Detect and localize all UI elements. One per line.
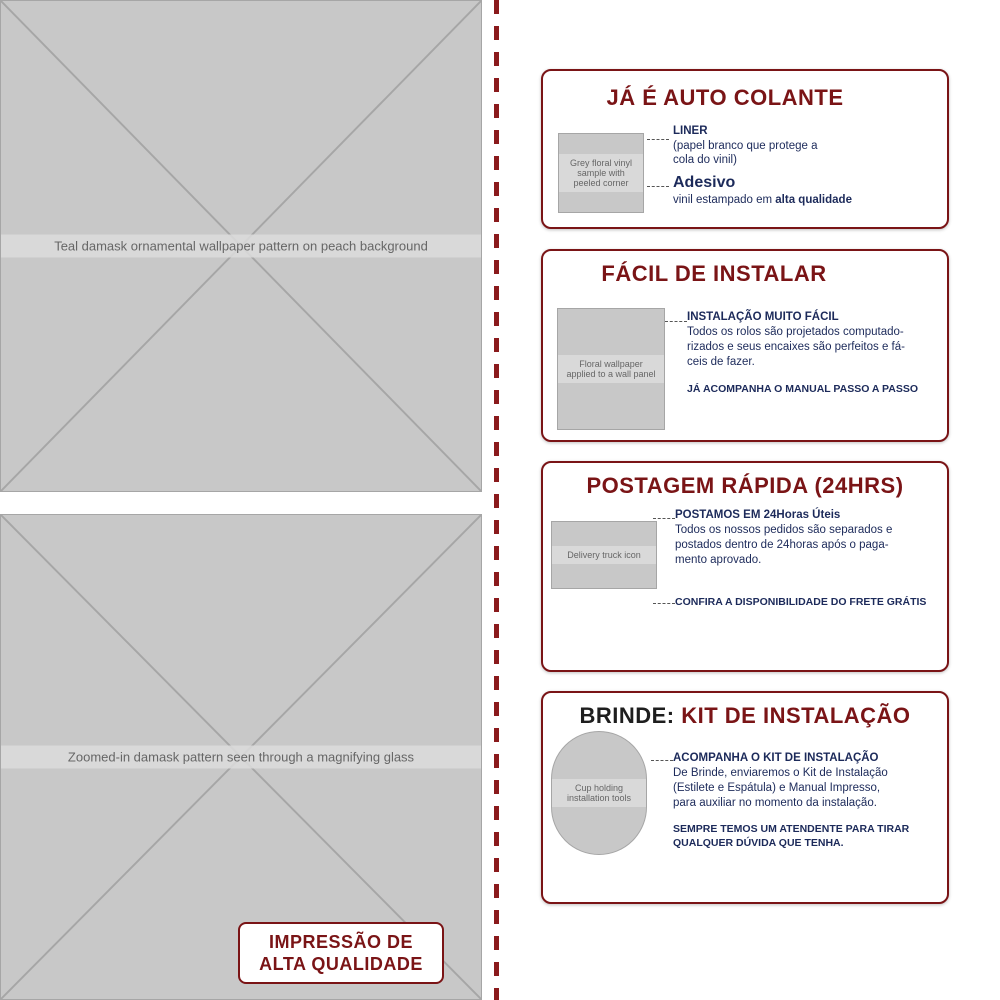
manual-note: JÁ ACOMPANHA O MANUAL PASSO A PASSO bbox=[687, 383, 919, 395]
liner-description-1: (papel branco que protege a bbox=[673, 140, 818, 152]
card-title-prefix: BRINDE: bbox=[579, 703, 682, 728]
self-adhesive-card bbox=[541, 69, 949, 229]
wallpaper-pattern-image bbox=[0, 0, 482, 492]
dashed-divider bbox=[494, 0, 499, 1000]
adesivo-bold-text: alta qualidade bbox=[775, 194, 852, 206]
kit-description-2: (Estilete e Espátula) e Manual Impresso, bbox=[673, 782, 881, 794]
shipping-description-2: postados dentro de 24horas após o paga- bbox=[675, 539, 889, 551]
callout-line bbox=[647, 139, 669, 140]
tools-cup-image bbox=[551, 731, 647, 855]
install-description-3: ceis de fazer. bbox=[687, 356, 755, 368]
callout-line bbox=[665, 321, 687, 322]
gift-kit-card bbox=[541, 691, 949, 904]
easy-install-card bbox=[541, 249, 949, 442]
shipping-description-1: Todos os nossos pedidos são separados e bbox=[675, 524, 893, 536]
liner-description-2: cola do vinil) bbox=[673, 154, 737, 166]
support-note-1: SEMPRE TEMOS UM ATENDENTE PARA TIRAR bbox=[673, 823, 910, 835]
liner-sample-image bbox=[558, 133, 644, 213]
liner-heading: LINER bbox=[673, 125, 708, 137]
kit-description-1: De Brinde, enviaremos o Kit de Instalação bbox=[673, 767, 888, 779]
fast-shipping-card bbox=[541, 461, 949, 672]
adesivo-heading: Adesivo bbox=[673, 174, 736, 191]
support-note-2: QUALQUER DÚVIDA QUE TENHA. bbox=[673, 837, 844, 849]
install-heading: INSTALAÇÃO MUITO FÁCIL bbox=[687, 311, 839, 323]
badge-line-2: ALTA QUALIDADE bbox=[259, 954, 423, 974]
callout-line bbox=[647, 186, 669, 187]
image-caption: Cup holding installation tools bbox=[552, 779, 646, 807]
adesivo-text: vinil estampado em bbox=[673, 194, 776, 206]
badge-line-1: IMPRESSÃO DE bbox=[268, 932, 414, 952]
card-title: FÁCIL DE INSTALAR bbox=[601, 261, 827, 286]
free-shipping-note: CONFIRA A DISPONIBILIDADE DO FRETE GRÁTIS bbox=[675, 596, 927, 608]
callout-line bbox=[653, 603, 675, 604]
install-description-1: Todos os rolos são projetados computado- bbox=[687, 326, 904, 338]
card-title: POSTAGEM RÁPIDA (24HRS) bbox=[586, 473, 904, 498]
shipping-description-3: mento aprovado. bbox=[675, 554, 762, 566]
image-caption: Zoomed-in damask pattern seen through a magnifying glass bbox=[1, 746, 481, 769]
image-caption: Floral wallpaper applied to a wall panel bbox=[558, 355, 664, 383]
truck-icon bbox=[551, 521, 657, 589]
print-quality-badge bbox=[238, 922, 444, 984]
callout-line bbox=[653, 518, 675, 519]
image-caption: Delivery truck icon bbox=[552, 546, 656, 564]
card-title-main: KIT DE INSTALAÇÃO bbox=[681, 703, 911, 728]
kit-description-3: para auxiliar no momento da instalação. bbox=[673, 797, 877, 809]
card-title: JÁ É AUTO COLANTE bbox=[606, 85, 844, 110]
shipping-heading: POSTAMOS EM 24Horas Úteis bbox=[675, 509, 841, 521]
adesivo-description bbox=[673, 193, 852, 208]
install-description-2: rizados e seus encaixes são perfeitos e fá- bbox=[687, 341, 905, 353]
image-caption: Teal damask ornamental wallpaper pattern on peach background bbox=[1, 235, 481, 258]
card-title bbox=[543, 703, 947, 729]
wall-mockup-image bbox=[557, 308, 665, 430]
kit-heading: ACOMPANHA O KIT DE INSTALAÇÃO bbox=[673, 752, 879, 764]
callout-line bbox=[651, 760, 673, 761]
image-caption: Grey floral vinyl sample with peeled corner bbox=[559, 154, 643, 192]
